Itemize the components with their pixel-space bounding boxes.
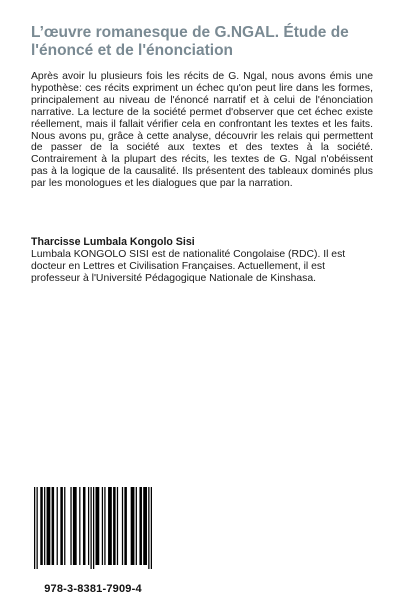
barcode-bar xyxy=(136,487,137,565)
barcode-bar xyxy=(79,487,80,565)
barcode-bar xyxy=(64,487,65,565)
barcode-bar xyxy=(148,487,149,569)
book-title: L’œuvre romanesque de G.NGAL. Étude de l'énoncé et de l'énonciation xyxy=(31,24,349,59)
barcode-bar xyxy=(52,487,55,565)
barcode-bar xyxy=(117,487,118,565)
barcode-bar xyxy=(108,487,112,565)
barcode-bar xyxy=(60,487,63,565)
barcode-bar xyxy=(131,487,135,565)
barcode-bar xyxy=(83,487,86,565)
barcode-graphic xyxy=(31,487,155,569)
barcode-bar xyxy=(143,487,147,565)
barcode-bar xyxy=(124,487,127,565)
barcode-bar xyxy=(47,487,51,565)
barcode xyxy=(31,487,155,569)
barcode-bar xyxy=(122,487,123,565)
barcode-bar xyxy=(57,487,58,565)
barcode-bar xyxy=(88,487,89,565)
barcode-bar xyxy=(139,487,142,565)
barcode-bar xyxy=(93,487,94,569)
barcode-bar xyxy=(96,487,100,565)
book-summary: Après avoir lu plusieurs fois les récits de G. Ngal, nous avons émis une hypothèse: ces récits expriment un échec qu'on peut lire dans les formes, principalement au niveau de l'énoncé narratif et à celui de l'énonciation narrative. La lecture de la société permet d'observer que cet échec existe réellement, mais il fallait vérifier cela en confrontant les textes et les faits. Nous avons pu, grâce à cette analyse, découvrir les relais qui permettent de passer de la société aux textes et des textes à la société. Contrairement à la plupart des récits, les textes de G. Ngal n'obéissent pas à la logique de la causalité. Ils présentent des tableaux dominés plus par les monologues et les dialogues que par la narration. xyxy=(31,71,373,190)
barcode-bar xyxy=(37,487,38,569)
barcode-bar xyxy=(44,487,45,565)
isbn-number: 978-3-8381-7909-4 xyxy=(44,583,142,595)
barcode-bar xyxy=(102,487,103,565)
barcode-bar xyxy=(40,487,43,565)
barcode-bar xyxy=(151,487,152,569)
barcode-bar xyxy=(104,487,105,565)
barcode-bar xyxy=(113,487,116,565)
barcode-bar xyxy=(90,487,91,569)
author-bio: Lumbala KONGOLO SISI est de nationalité Congolaise (RDC). Il est docteur en Lettres et Civilisation Françaises. Actuellement, il est professeur à l'Université Pédagogique Nationale de Kinshasa. xyxy=(31,249,346,284)
barcode-bar xyxy=(34,487,35,569)
barcode-bar xyxy=(73,487,77,565)
author-name: Tharcisse Lumbala Kongolo Sisi xyxy=(31,236,195,248)
barcode-bar xyxy=(70,487,71,565)
